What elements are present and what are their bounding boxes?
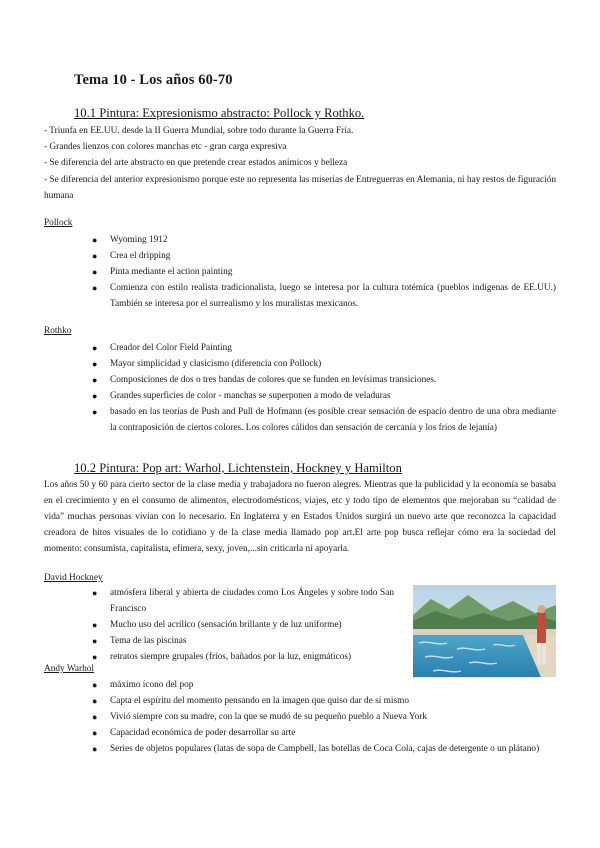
bullet-icon: ●	[92, 283, 98, 293]
section1-line-3: - Se diferencia del arte abstracto en que pretende crear estados anímicos y belleza	[44, 158, 348, 168]
hockney-label: David Hockney	[44, 573, 103, 583]
list-item: ● Vivió siempre con su madre, con la que se mudó de su pequeño pueblo a Nueva York	[92, 709, 556, 725]
page-title: Tema 10 - Los años 60-70	[74, 72, 233, 88]
bullet-icon: ●	[92, 267, 98, 277]
warhol-label: Andy Warhol	[44, 664, 94, 674]
list-item: ● Series de objetos populares (latas de sopa de Campbell, las botellas de Coca Cola, cajas de detergente o un plátano)	[92, 741, 556, 757]
list-item: ● máximo ícono del pop	[92, 677, 556, 693]
bullet-icon: ●	[92, 712, 98, 722]
bullet-icon: ●	[92, 375, 98, 385]
bullet-icon: ●	[92, 235, 98, 245]
section2-heading: 10.2 Pintura: Pop art: Warhol, Lichtenstein, Hockney y Hamilton	[74, 461, 402, 475]
section1-heading: 10.1 Pintura: Expresionismo abstracto: Pollock y Rothko.	[74, 106, 365, 120]
bullet-icon: ●	[92, 680, 98, 690]
section2-paragraph: Los años 50 y 60 para cierto sector de la clase media y trabajadora no fueron alegres. Mientras que la publicidad y la economía se basaba en el crecimiento y en el consumo de alimentos, electrodomésticos, viajes, etc y todo tipo de elementos que mejoraban su “calidad de vida” muchas personas vivían con lo necesario. En Inglaterra y en Estados Unidos surgirá un nuevo arte que reconozca la capacidad creadora de hitos visuales de lo cotidiano y de la clase media llamado pop art.El arte pop busca reflejar cómo era la sociedad del momento: consumista, capitalista, efímera, sexy, joven,...sin criticarla ni apoyarla.	[44, 480, 556, 554]
list-item: ● Mayor simplicidad y clasicismo (diferencia con Pollock)	[92, 356, 556, 372]
list-item: ● basado en las teorías de Push and Pull de Hofmann (es posible crear sensación de espacio dentro de una obra mediante la contraposición de ciertos colores. Los colores cálidos dan sensación de cercanía y los fríos de lejanía)	[92, 404, 556, 436]
bullet-icon: ●	[92, 636, 98, 646]
hockney-painting-image	[413, 585, 556, 677]
section1-paragraph: - Se diferencia del anterior expresionismo porque este no representa las miserias de Entreguerras en Alemania, ni hay restos de figuración humana	[44, 175, 556, 201]
rothko-label: Rothko	[44, 326, 72, 336]
section1-line-1: - Triunfa en EE.UU. desde la II Guerra Mundial, sobre todo durante la Guerra Fría.	[44, 126, 354, 136]
hockney-list	[92, 585, 394, 665]
pollock-label: Pollock	[44, 218, 73, 228]
bullet-icon: ●	[92, 744, 98, 754]
bullet-icon: ●	[92, 251, 98, 261]
list-item: ● Composiciones de dos o tres bandas de colores que se funden en levísimas transiciones.	[92, 372, 556, 388]
list-item: ● Capta el espíritu del momento pensando en la imagen que quiso dar de sí mismo	[92, 693, 556, 709]
rothko-list	[92, 340, 556, 436]
bullet-icon: ●	[92, 620, 98, 630]
bullet-icon: ●	[92, 343, 98, 353]
bullet-icon: ●	[92, 696, 98, 706]
list-item: ● Capacidad económica de poder desarrollar su arte	[92, 725, 556, 741]
warhol-list	[92, 677, 556, 757]
list-item: ● Wyoming 1912	[92, 232, 556, 248]
bullet-icon: ●	[92, 728, 98, 738]
bullet-icon: ●	[92, 407, 98, 417]
list-item: ● Creador del Color Field Painting	[92, 340, 556, 356]
list-item: ● Grandes superficies de color - manchas se superponen a modo de veladuras	[92, 388, 556, 404]
list-item: ● Mucho uso del acrílico (sensación brillante y de luz uniforme)	[92, 617, 394, 633]
bullet-icon: ●	[92, 588, 98, 598]
list-item: ● Comienza con estilo realista tradicionalista, luego se interesa por la cultura totémica (pueblos indígenas de EE.UU.) También se interesa por el surrealismo y los muralistas mexicanos.	[92, 280, 556, 312]
pool-painting-illustration	[413, 585, 556, 677]
list-item: ● Tema de las piscinas	[92, 633, 394, 649]
list-item: ● atmósfera liberal y abierta de ciudades como Los Ángeles y sobre todo San Francisco	[92, 585, 394, 617]
list-item: ● retratos siempre grupales (fríos, bañados por la luz, enigmáticos)	[92, 649, 394, 665]
bullet-icon: ●	[92, 359, 98, 369]
list-item: ● Crea el dripping	[92, 248, 556, 264]
bullet-icon: ●	[92, 652, 98, 662]
section1-line-2: - Grandes lienzos con colores manchas etc - gran carga expresiva	[44, 142, 287, 152]
list-item: ● Pinta mediante el action painting	[92, 264, 556, 280]
bullet-icon: ●	[92, 391, 98, 401]
pollock-list	[92, 232, 556, 312]
